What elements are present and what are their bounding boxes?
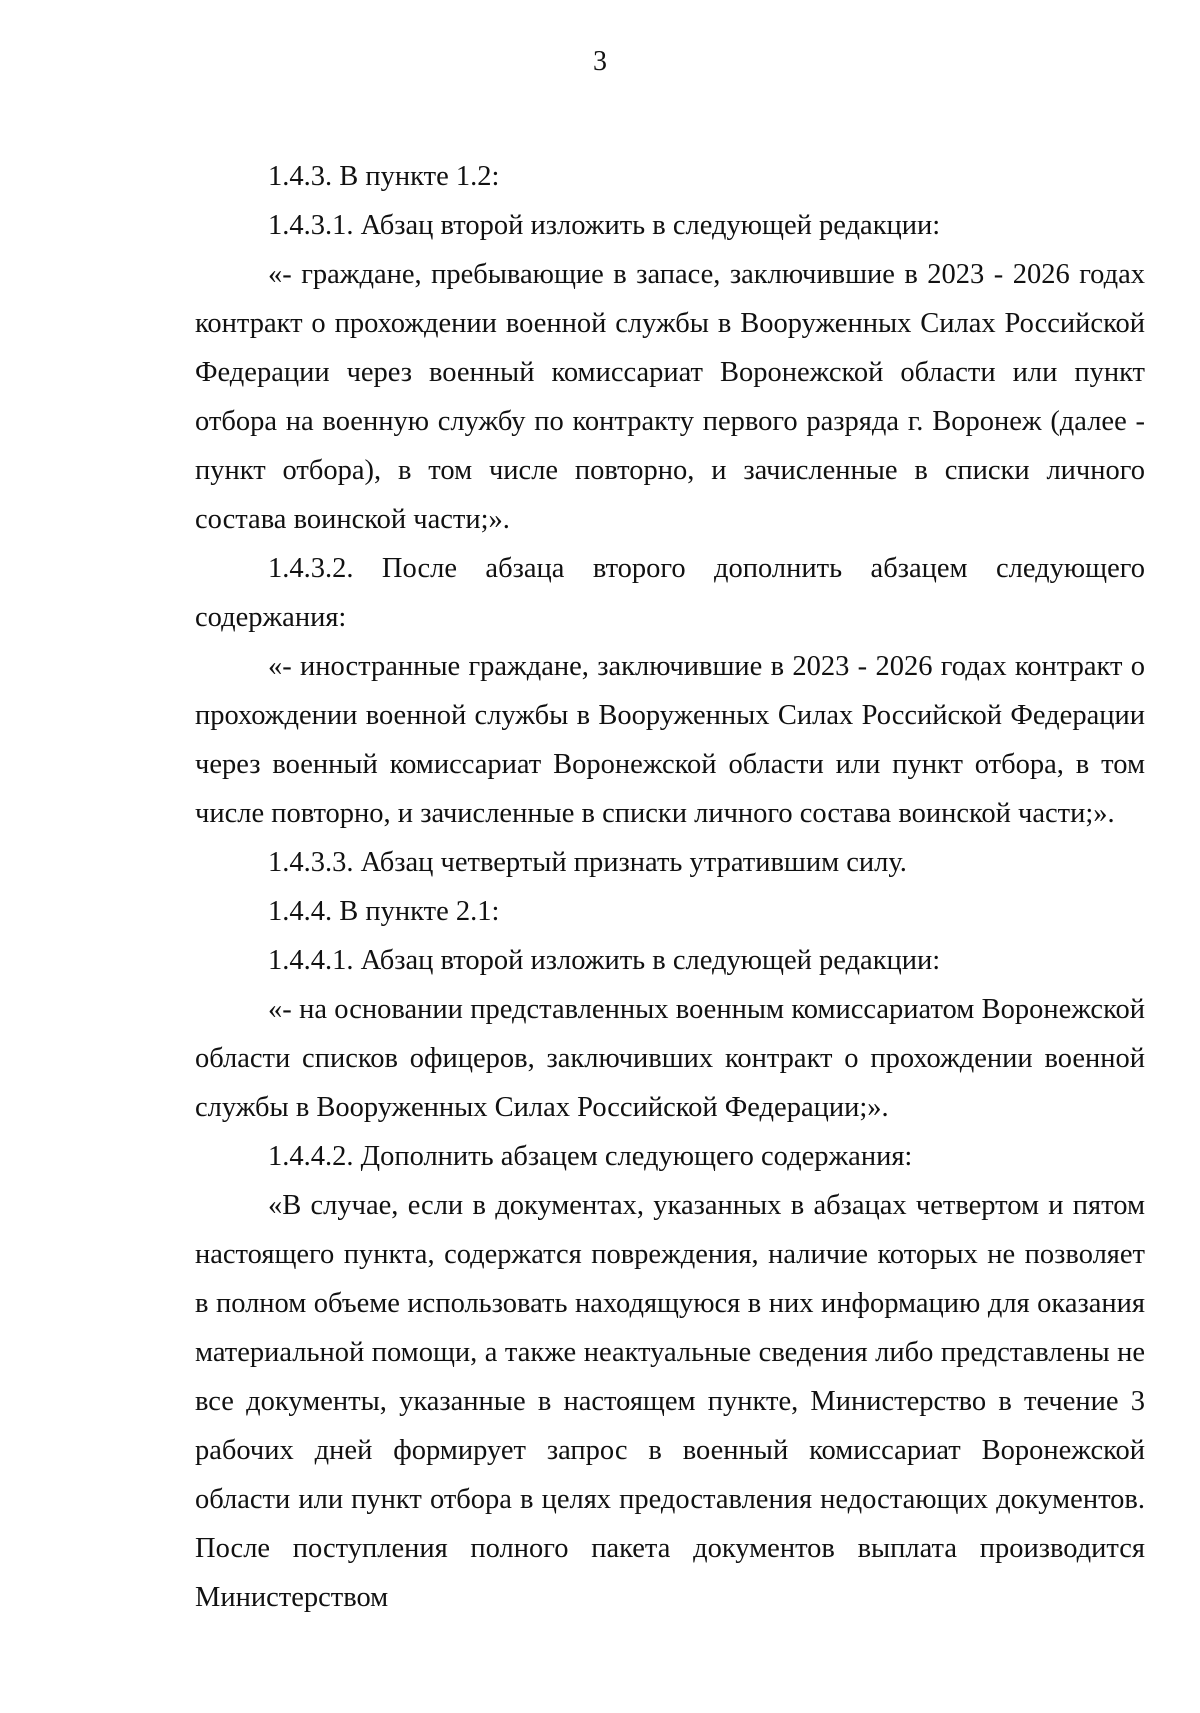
paragraph-citizens-in-reserve: «- граждане, пребывающие в запасе, заключившие в 2023 - 2026 годах контракт о прохождении военной службы в Вооруженных Силах Российской Федерации через военный комиссариат Воронежской области или пункт отбора на военную службу по контракту первого разряда г. Воронеж (далее - пункт отбора), в том числе повторно, и зачисленные в списки личного состава воинской части;». [195,259,1145,535]
paragraph-1-4-4-2: 1.4.4.2. Дополнить абзацем следующего содержания: [268,1141,913,1172]
paragraph-1-4-3-1: 1.4.3.1. Абзац второй изложить в следующей редакции: [268,210,941,241]
paragraph-officers-lists: «- на основании представленных военным комиссариатом Воронежской области списков офицеров, заключивших контракт о прохождении военной службы в Вооруженных Силах Российской Федерации;». [195,994,1145,1123]
document-body [195,152,1145,1622]
paragraph-1-4-3-3: 1.4.3.3. Абзац четвертый признать утратившим силу. [268,847,907,878]
paragraph-foreign-citizens: «- иностранные граждане, заключившие в 2023 - 2026 годах контракт о прохождении военной службы в Вооруженных Силах Российской Федерации через военный комиссариат Воронежской области или пункт отбора, в том числе повторно, и зачисленные в списки личного состава воинской части;». [195,651,1145,829]
paragraph-1-4-3-2: 1.4.3.2. После абзаца второго дополнить абзацем следующего содержания: [195,553,1145,633]
paragraph-documents-request: «В случае, если в документах, указанных в абзацах четвертом и пятом настоящего пункта, содержатся повреждения, наличие которых не позволяет в полном объеме использовать находящуюся в них информацию для оказания материальной помощи, а также неактуальные сведения либо представлены не все документы, указанные в настоящем пункте, Министерство в течение 3 рабочих дней формирует запрос в военный комиссариат Воронежской области или пункт отбора в целях предоставления недостающих документов. После поступления полного пакета документов выплата производится Министерством [195,1190,1145,1613]
paragraph-1-4-4: 1.4.4. В пункте 2.1: [268,896,500,927]
page-number: 3 [593,46,607,77]
paragraph-1-4-4-1: 1.4.4.1. Абзац второй изложить в следующей редакции: [268,945,941,976]
paragraph-1-4-3: 1.4.3. В пункте 1.2: [268,161,500,192]
